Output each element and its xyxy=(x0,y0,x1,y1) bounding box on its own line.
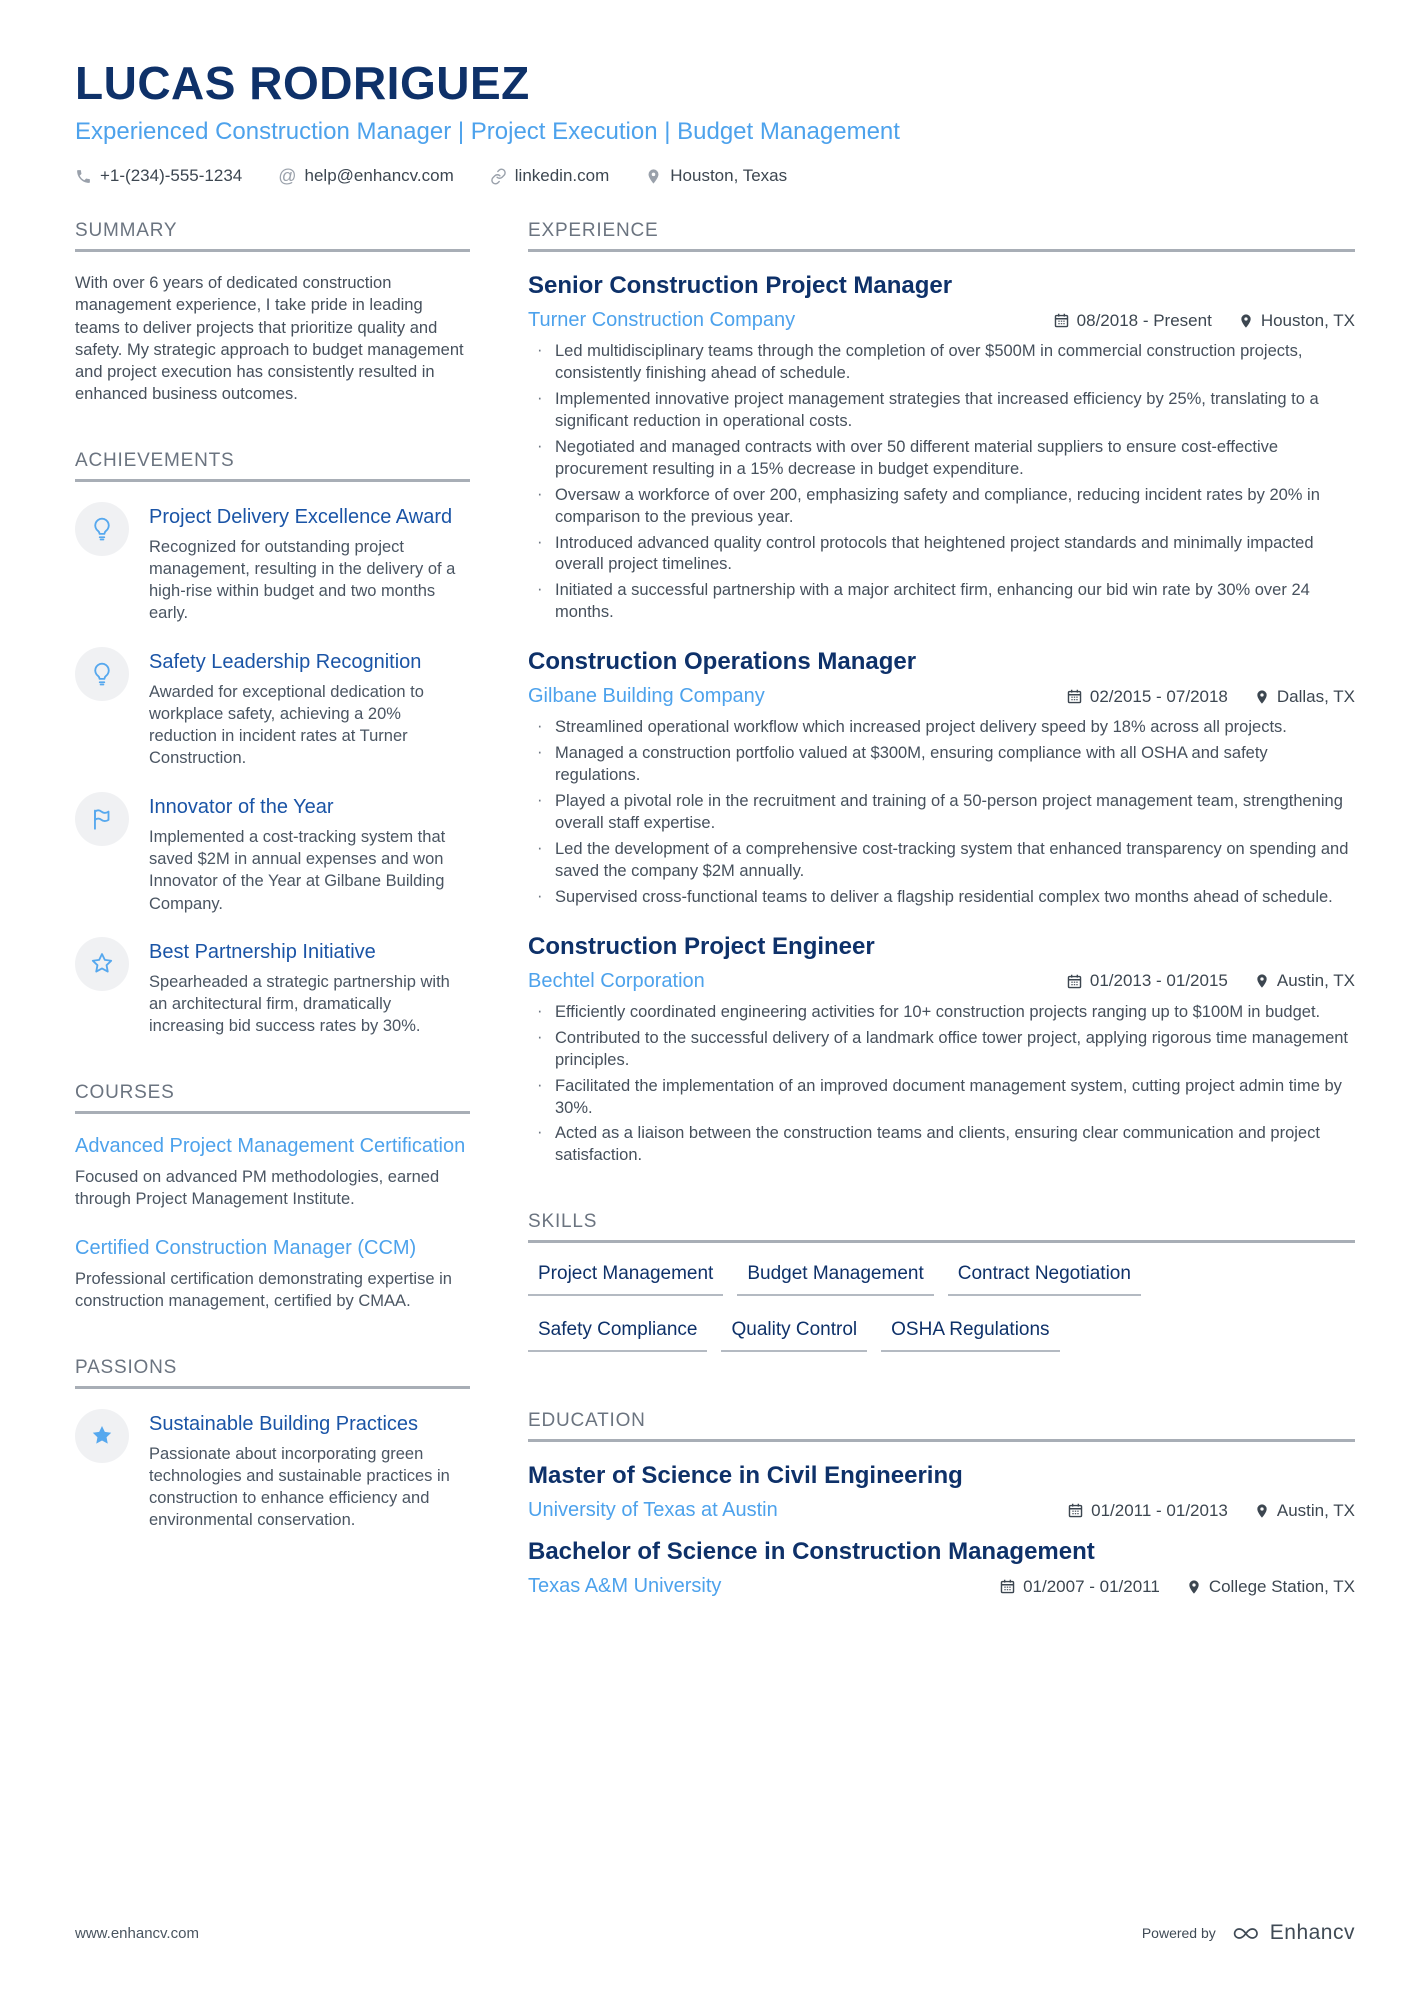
star-icon xyxy=(75,1409,129,1463)
course-item xyxy=(75,1236,470,1313)
job-bullet: · Oversaw a workforce of over 200, emphasizing safety and compliance, reducing incident rates by 20% in comparison to the previous year. xyxy=(528,485,1355,529)
passion-title: Sustainable Building Practices xyxy=(149,1412,419,1435)
job-bullet: · Managed a construction portfolio valued at $300M, ensuring compliance with all OSHA and safety regulations. xyxy=(528,743,1355,787)
location-pin-icon xyxy=(1186,1579,1202,1595)
resume-header xyxy=(75,56,1355,186)
job-bullet: · Implemented innovative project management strategies that increased efficiency by 25%, translating to a significant reduction in operational costs. xyxy=(528,389,1355,433)
degree-title: Master of Science in Civil Engineering xyxy=(528,1462,963,1490)
job-meta-row xyxy=(528,685,1355,708)
headline: Experienced Construction Manager | Project Execution | Budget Management xyxy=(75,118,900,145)
job-bullet-list xyxy=(528,341,1355,624)
person-name: LUCAS RODRIGUEZ xyxy=(75,57,530,109)
courses-section xyxy=(75,1082,470,1313)
job-meta-row xyxy=(528,970,1355,993)
experience-entry xyxy=(528,933,1355,1168)
education-entry xyxy=(528,1538,1355,1598)
skills-heading: SKILLS xyxy=(528,1211,1355,1243)
lightbulb-icon xyxy=(75,502,129,556)
job-location xyxy=(1254,687,1355,707)
date-range xyxy=(999,1577,1160,1597)
brand-name: Enhancv xyxy=(1269,1921,1355,1944)
location-pin-icon xyxy=(645,168,662,185)
job-bullet: · Efficiently coordinated engineering activities for 10+ construction projects ranging up to $100M in budget. xyxy=(528,1002,1355,1024)
achievements-heading: ACHIEVEMENTS xyxy=(75,450,470,482)
summary-section xyxy=(75,220,470,406)
date-range xyxy=(1067,1501,1228,1521)
achievement-description: Spearheaded a strategic partnership with an architectural firm, dramatically increasing bid success rates by 30%. xyxy=(149,972,450,1036)
company-name: Gilbane Building Company xyxy=(528,685,765,708)
job-bullet: · Played a pivotal role in the recruitment and training of a 50-person project management team, strengthening overall staff expertise. xyxy=(528,791,1355,835)
degree-location-text: College Station, TX xyxy=(1208,1576,1355,1596)
skills-row xyxy=(528,1319,1355,1352)
course-description: Focused on advanced PM methodologies, earned through Project Management Institute. xyxy=(75,1167,440,1208)
passions-heading: PASSIONS xyxy=(75,1357,470,1389)
achievement-item xyxy=(75,647,470,770)
location-pin-icon xyxy=(1254,1503,1270,1519)
footer-website[interactable]: www.enhancv.com xyxy=(75,1924,199,1942)
flag-icon xyxy=(75,792,129,846)
experience-section xyxy=(528,220,1355,1167)
job-bullet: · Facilitated the implementation of an improved document management system, cutting project admin time by 30%. xyxy=(528,1076,1355,1120)
job-location-text: Dallas, TX xyxy=(1276,686,1355,706)
job-bullet-list xyxy=(528,717,1355,909)
achievement-title: Safety Leadership Recognition xyxy=(149,650,422,673)
course-title: Advanced Project Management Certification xyxy=(75,1134,466,1157)
powered-by xyxy=(1142,1921,1355,1945)
calendar-icon xyxy=(1067,1502,1084,1519)
contact-location-text: Houston, Texas xyxy=(670,166,788,185)
powered-by-label: Powered by xyxy=(1141,1925,1216,1941)
job-title: Construction Project Engineer xyxy=(528,932,875,960)
at-icon: @ xyxy=(278,166,297,186)
skill-tag: Contract Negotiation xyxy=(948,1263,1141,1296)
lightbulb-icon xyxy=(75,647,129,701)
job-bullet: · Led the development of a comprehensive cost-tracking system that enhanced transparency on spending and saved the company $2M annually. xyxy=(528,839,1355,883)
job-bullet: · Initiated a successful partnership with a major architect firm, enhancing our bid win rate by 30% over 24 months. xyxy=(528,580,1355,624)
job-bullet: · Negotiated and managed contracts with over 50 different material suppliers to ensure cost-effective procurement resulting in a 15% decrease in budget expenditure. xyxy=(528,437,1355,481)
calendar-icon xyxy=(999,1578,1016,1595)
date-range-text: 01/2007 - 01/2011 xyxy=(1023,1576,1160,1596)
skill-tag: OSHA Regulations xyxy=(881,1319,1059,1352)
achievement-item xyxy=(75,792,470,915)
achievement-title: Project Delivery Excellence Award xyxy=(149,505,453,528)
contact-email-text: help@enhancv.com xyxy=(304,166,454,185)
date-range-text: 08/2018 - Present xyxy=(1076,310,1212,330)
achievement-description: Awarded for exceptional dedication to workplace safety, achieving a 20% reduction in incident rates at Turner Construction. xyxy=(149,682,424,768)
calendar-icon xyxy=(1066,688,1083,705)
achievement-item xyxy=(75,502,470,625)
summary-heading: SUMMARY xyxy=(75,220,470,252)
job-bullet: · Contributed to the successful delivery of a landmark office tower project, applying rigorous time management principles. xyxy=(528,1028,1355,1072)
summary-text: With over 6 years of dedicated construction management experience, I take pride in leading teams to deliver projects that prioritize quality and safety. My strategic approach to budget management and project execution has consistently resulted in enhanced business outcomes. xyxy=(75,274,464,404)
date-range xyxy=(1066,687,1228,707)
contact-linkedin-text: linkedin.com xyxy=(514,166,610,185)
passion-item xyxy=(75,1409,470,1532)
skill-tag: Project Management xyxy=(528,1263,723,1296)
passion-description: Passionate about incorporating green technologies and sustainable practices in construction to enhance efficiency and environmental conservation. xyxy=(149,1444,450,1530)
skill-tag: Safety Compliance xyxy=(528,1319,707,1352)
job-bullet: · Supervised cross-functional teams to deliver a flagship residential complex two months ahead of schedule. xyxy=(528,887,1355,909)
location-pin-icon xyxy=(1254,973,1270,989)
degree-title: Bachelor of Science in Construction Management xyxy=(528,1538,1095,1566)
date-range-text: 02/2015 - 07/2018 xyxy=(1089,686,1228,706)
skills-section xyxy=(528,1211,1355,1352)
skill-tag: Budget Management xyxy=(737,1263,933,1296)
achievement-title: Best Partnership Initiative xyxy=(149,940,376,963)
achievement-item xyxy=(75,937,470,1038)
education-heading: EDUCATION xyxy=(528,1410,1355,1442)
skills-row xyxy=(528,1263,1355,1296)
enhancv-logo-icon xyxy=(1230,1924,1262,1943)
job-title: Construction Operations Manager xyxy=(528,648,917,676)
calendar-icon xyxy=(1066,973,1083,990)
job-location xyxy=(1238,311,1355,331)
job-location xyxy=(1254,971,1355,991)
education-section xyxy=(528,1410,1355,1598)
school-name: Texas A&M University xyxy=(528,1575,722,1598)
contact-phone-text: +1-(234)-555-1234 xyxy=(100,166,243,185)
contact-email[interactable] xyxy=(278,166,454,186)
degree-location-text: Austin, TX xyxy=(1276,1500,1355,1520)
date-range xyxy=(1053,311,1212,331)
courses-heading: COURSES xyxy=(75,1082,470,1114)
job-bullet: · Streamlined operational workflow which increased project delivery speed by 18% across all projects. xyxy=(528,717,1355,739)
degree-location xyxy=(1254,1501,1355,1521)
course-item xyxy=(75,1134,470,1211)
degree-meta-row xyxy=(528,1499,1355,1522)
company-name: Bechtel Corporation xyxy=(528,969,705,992)
achievement-title: Innovator of the Year xyxy=(149,795,334,818)
job-location-text: Houston, TX xyxy=(1260,310,1355,330)
education-entry xyxy=(528,1462,1355,1522)
left-column xyxy=(75,220,470,1642)
job-bullet: · Led multidisciplinary teams through the completion of over $500M in commercial construction projects, consistently finishing ahead of schedule. xyxy=(528,341,1355,385)
job-bullet: · Acted as a liaison between the construction teams and clients, ensuring clear communication and project satisfaction. xyxy=(528,1123,1355,1167)
calendar-icon xyxy=(1053,312,1070,329)
brand-logo[interactable] xyxy=(1230,1921,1355,1945)
location-pin-icon xyxy=(1238,313,1254,329)
company-name: Turner Construction Company xyxy=(528,309,796,331)
course-description: Professional certification demonstrating expertise in construction management, certified by CMAA. xyxy=(75,1270,452,1311)
achievements-section xyxy=(75,450,470,1038)
contact-location xyxy=(645,166,787,186)
experience-entry xyxy=(528,648,1355,909)
passions-section xyxy=(75,1357,470,1532)
course-title: Certified Construction Manager (CCM) xyxy=(75,1237,417,1260)
experience-heading: EXPERIENCE xyxy=(528,220,1355,252)
job-title: Senior Construction Project Manager xyxy=(528,272,953,299)
job-meta-row xyxy=(528,309,1355,332)
achievement-description: Recognized for outstanding project management, resulting in the delivery of a high-rise within budget and two months early. xyxy=(149,537,456,623)
job-bullet-list xyxy=(528,1002,1355,1168)
location-pin-icon xyxy=(1254,689,1270,705)
degree-meta-row xyxy=(528,1575,1355,1598)
date-range-text: 01/2013 - 01/2015 xyxy=(1089,971,1228,991)
right-column xyxy=(528,220,1355,1642)
experience-entry xyxy=(528,272,1355,624)
contact-phone[interactable] xyxy=(75,166,242,186)
star-icon xyxy=(75,937,129,991)
achievement-description: Implemented a cost-tracking system that saved $2M in annual expenses and won Innovator of the Year at Gilbane Building Company. xyxy=(149,827,446,913)
job-bullet: · Introduced advanced quality control protocols that heightened project standards and minimally impacted overall project timelines. xyxy=(528,533,1355,577)
page-footer xyxy=(75,1921,1355,1945)
skill-tag: Quality Control xyxy=(721,1319,867,1352)
resume-columns xyxy=(75,220,1355,1642)
date-range xyxy=(1066,971,1228,991)
job-location-text: Austin, TX xyxy=(1276,971,1355,991)
contact-linkedin[interactable] xyxy=(490,166,610,186)
link-icon xyxy=(490,168,507,185)
date-range-text: 01/2011 - 01/2013 xyxy=(1091,1500,1228,1520)
contact-row xyxy=(75,166,1355,186)
degree-location xyxy=(1186,1577,1355,1597)
phone-icon xyxy=(75,168,92,185)
school-name: University of Texas at Austin xyxy=(528,1499,778,1522)
